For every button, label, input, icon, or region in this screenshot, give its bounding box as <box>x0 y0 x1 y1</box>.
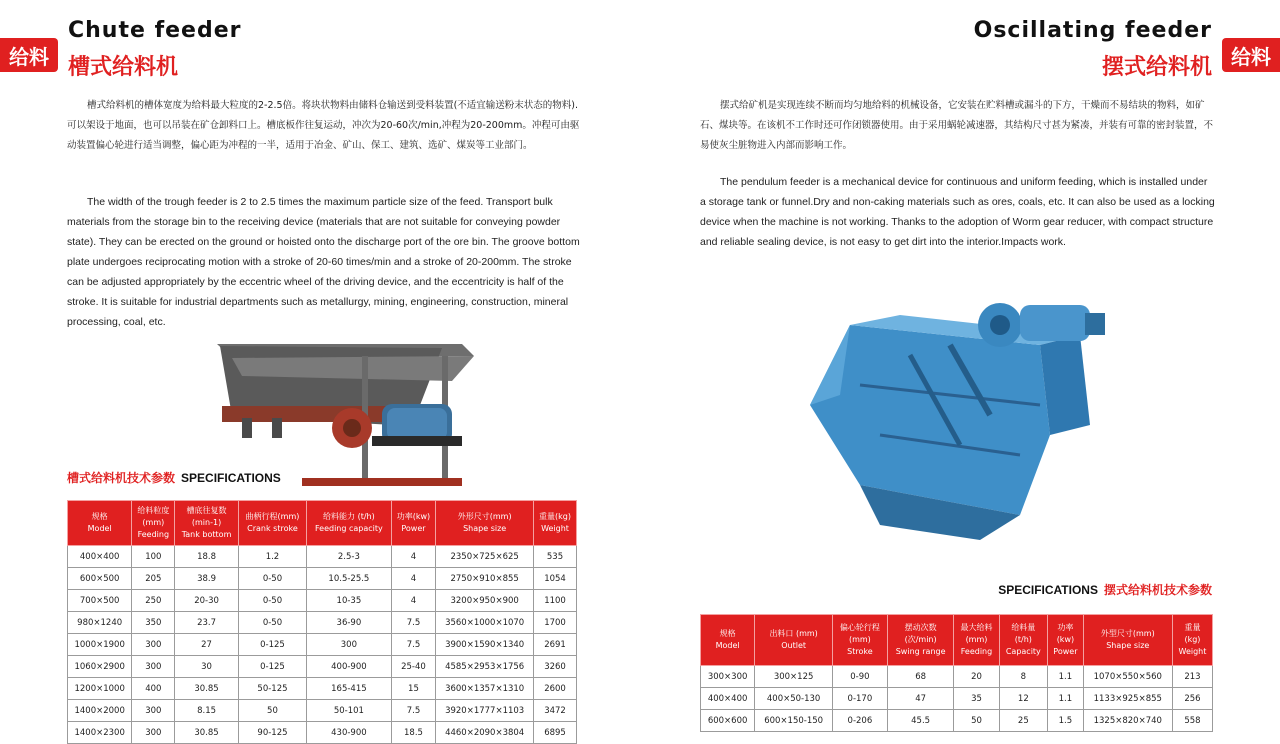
table-cell: 400×400 <box>68 546 132 568</box>
column-header <box>755 615 833 666</box>
table-cell: 3260 <box>534 656 577 678</box>
column-header-line: Weight <box>541 524 569 533</box>
table-cell: 300 <box>132 656 175 678</box>
table-cell: 30.85 <box>175 722 238 744</box>
table-cell: 535 <box>534 546 577 568</box>
column-header-line: 给料量 <box>1011 623 1036 632</box>
table-cell: 6895 <box>534 722 577 744</box>
table-cell: 1070×550×560 <box>1083 666 1172 688</box>
table-cell: 45.5 <box>887 710 954 732</box>
table-cell: 4585×2953×1756 <box>436 656 534 678</box>
table-cell: 300 <box>132 700 175 722</box>
table-cell: 7.5 <box>391 634 436 656</box>
table-cell: 50-125 <box>238 678 306 700</box>
column-header-line: Shape size <box>463 524 507 533</box>
table-cell: 300 <box>132 722 175 744</box>
table-row <box>68 634 577 656</box>
table-cell: 0-206 <box>833 710 888 732</box>
column-header-line: 给料粒度 <box>137 506 170 515</box>
column-header-line: 偏心轮行程 <box>839 623 880 632</box>
description-cn: 槽式给料机的槽体宽度为给料最大粒度的2-2.5倍。将块状物料由储料仓输送到受料装置(不适宜输送粉末状态的物料).可以架设于地面，也可以吊装在矿仓卸料口上。槽底板作往复运动，冲次为20-60次/min,冲程为20-200mm。冲程可由驱动装置偏心轮进行适当调整，偏心距为冲程的一半，适用于冶金、矿山、保工、建筑、选矿、煤炭等工业部门。 <box>67 100 580 151</box>
table-cell: 600×500 <box>68 568 132 590</box>
table-cell: 300 <box>132 634 175 656</box>
spec-heading-en: SPECIFICATIONS <box>181 470 281 485</box>
table-cell: 27 <box>175 634 238 656</box>
table-cell: 0-90 <box>833 666 888 688</box>
column-header <box>887 615 954 666</box>
page-title-cn: 摆式给料机 <box>1101 55 1212 80</box>
table-row <box>68 722 577 744</box>
column-header <box>534 501 577 546</box>
column-header <box>701 615 755 666</box>
column-header-line: Power <box>1053 647 1078 656</box>
category-tag: 给料 <box>0 38 58 72</box>
column-header <box>175 501 238 546</box>
column-header-line: Outlet <box>781 641 807 650</box>
category-tag: 给料 <box>1222 38 1280 72</box>
page-title-en: Oscillating feeder <box>973 18 1212 43</box>
table-cell: 0-125 <box>238 634 306 656</box>
table-cell: 0-50 <box>238 590 306 612</box>
left-page <box>0 0 640 740</box>
table-cell: 30 <box>175 656 238 678</box>
column-header-line: Capacity <box>1005 647 1041 656</box>
table-cell: 4 <box>391 568 436 590</box>
table-cell: 558 <box>1172 710 1212 732</box>
spec-heading-cn: 摆式给料机技术参数 <box>1103 583 1212 597</box>
column-header-line: 规格 <box>719 629 736 638</box>
oscillating-feeder-illustration <box>790 285 1130 545</box>
table-cell: 1000×1900 <box>68 634 132 656</box>
table-cell: 1133×925×855 <box>1083 688 1172 710</box>
column-header-line: Feeding <box>960 647 993 656</box>
table-cell: 256 <box>1172 688 1212 710</box>
column-header <box>391 501 436 546</box>
column-header-line: 给料能力 (t/h) <box>323 512 375 521</box>
column-header-line: Feeding capacity <box>315 524 383 533</box>
column-header <box>436 501 534 546</box>
chute-feeder-illustration <box>212 336 482 491</box>
table-cell: 1.1 <box>1048 666 1084 688</box>
column-header <box>1048 615 1084 666</box>
column-header-line: 曲柄行程(mm) <box>245 512 300 521</box>
table-cell: 400-900 <box>307 656 392 678</box>
table-cell: 2350×725×625 <box>436 546 534 568</box>
table-cell: 1200×1000 <box>68 678 132 700</box>
column-header <box>68 501 132 546</box>
table-cell: 600×600 <box>701 710 755 732</box>
spec-heading <box>67 469 281 486</box>
table-cell: 68 <box>887 666 954 688</box>
column-header-line: 功率 <box>1057 623 1074 632</box>
table-cell: 0-50 <box>238 568 306 590</box>
table-cell: 50-101 <box>307 700 392 722</box>
table-cell: 18.8 <box>175 546 238 568</box>
table-cell: 8 <box>999 666 1048 688</box>
table-cell: 1400×2000 <box>68 700 132 722</box>
description-en: The width of the trough feeder is 2 to 2.5 times the maximum particle size of the feed. Transport bulk materials from the storage bin to the receiving device (materials that are not suitable for conveying powder state). They can be erected on the ground or hoisted onto the discharge port of the ore bin. The groove bottom plate undergoes reciprocating motion with a stroke of 20-60 times/min and a stroke of 20-200mm. The stroke can be adjusted appropriately by the eccentric wheel of the driving device, and the eccentricity is half of the stroke. It is suitable for industrial departments such as metallurgy, mining, engineering, construction, mineral processing, coal, etc. <box>67 196 580 328</box>
table-cell: 20 <box>954 666 999 688</box>
table-cell: 2600 <box>534 678 577 700</box>
column-header-line: (mm) <box>142 518 165 527</box>
table-cell: 0-125 <box>238 656 306 678</box>
table-cell: 300×300 <box>701 666 755 688</box>
column-header-line: (次/min) <box>904 635 937 644</box>
table-row <box>68 612 577 634</box>
table-cell: 2750×910×855 <box>436 568 534 590</box>
column-header <box>238 501 306 546</box>
table-cell: 3560×1000×1070 <box>436 612 534 634</box>
column-header <box>833 615 888 666</box>
table-cell: 1700 <box>534 612 577 634</box>
column-header <box>954 615 999 666</box>
table-cell: 10-35 <box>307 590 392 612</box>
table-cell: 25 <box>999 710 1048 732</box>
column-header-line: Model <box>715 641 740 650</box>
table-cell: 250 <box>132 590 175 612</box>
table-cell: 38.9 <box>175 568 238 590</box>
table-cell: 1054 <box>534 568 577 590</box>
column-header-line: 外形尺寸(mm) <box>457 512 512 521</box>
table-cell: 25-40 <box>391 656 436 678</box>
table-cell: 1.2 <box>238 546 306 568</box>
table-cell: 3900×1590×1340 <box>436 634 534 656</box>
table-cell: 4 <box>391 590 436 612</box>
table-cell: 1060×2900 <box>68 656 132 678</box>
column-header-line: 重量 <box>1184 623 1201 632</box>
table-cell: 35 <box>954 688 999 710</box>
table-cell: 20-30 <box>175 590 238 612</box>
column-header <box>1083 615 1172 666</box>
column-header-line: (t/h) <box>1014 635 1032 644</box>
column-header-line: 功率(kw) <box>396 512 431 521</box>
table-cell: 15 <box>391 678 436 700</box>
column-header-line: Feeding <box>137 530 170 539</box>
column-header-line: (kg) <box>1184 635 1201 644</box>
table-cell: 7.5 <box>391 700 436 722</box>
table-cell: 50 <box>954 710 999 732</box>
table-row <box>68 590 577 612</box>
column-header-line: Weight <box>1178 647 1207 656</box>
table-cell: 36-90 <box>307 612 392 634</box>
spec-heading <box>998 581 1212 598</box>
table-row <box>701 710 1213 732</box>
column-header <box>999 615 1048 666</box>
table-row <box>68 546 577 568</box>
column-header <box>307 501 392 546</box>
column-header-line: Shape size <box>1106 641 1150 650</box>
table-cell: 1100 <box>534 590 577 612</box>
column-header-line: 槽底往复数 <box>186 506 227 515</box>
column-header-line: Tank bottom <box>181 530 232 539</box>
table-cell: 430-900 <box>307 722 392 744</box>
table-cell: 18.5 <box>391 722 436 744</box>
column-header-line: (kw) <box>1056 635 1075 644</box>
table-row <box>701 666 1213 688</box>
column-header-line: Model <box>87 524 112 533</box>
table-cell: 300 <box>307 634 392 656</box>
column-header-line: 外型尺寸(mm) <box>1100 629 1155 638</box>
table-cell: 2691 <box>534 634 577 656</box>
table-cell: 3472 <box>534 700 577 722</box>
table-cell: 4460×2090×3804 <box>436 722 534 744</box>
spec-heading-en: SPECIFICATIONS <box>998 582 1098 597</box>
page-title-en: Chute feeder <box>68 18 242 43</box>
spec-heading-cn: 槽式给料机技术参数 <box>67 471 176 485</box>
table-row <box>68 656 577 678</box>
column-header-line: Stroke <box>847 647 873 656</box>
table-row <box>701 688 1213 710</box>
table-cell: 205 <box>132 568 175 590</box>
table-cell: 165-415 <box>307 678 392 700</box>
column-header <box>132 501 175 546</box>
table-cell: 400 <box>132 678 175 700</box>
column-header-line: Crank stroke <box>247 524 298 533</box>
table-cell: 600×150-150 <box>755 710 833 732</box>
table-cell: 10.5-25.5 <box>307 568 392 590</box>
table-cell: 0-50 <box>238 612 306 634</box>
right-page <box>640 0 1280 740</box>
spec-table <box>700 614 1213 732</box>
column-header-line: (min-1) <box>191 518 222 527</box>
column-header-line: (mm) <box>965 635 988 644</box>
table-cell: 50 <box>238 700 306 722</box>
table-row <box>68 678 577 700</box>
column-header-line: 最大给料 <box>960 623 993 632</box>
column-header-line: Swing range <box>895 647 946 656</box>
table-cell: 3920×1777×1103 <box>436 700 534 722</box>
column-header-line: 重量(kg) <box>539 512 571 521</box>
table-cell: 1.1 <box>1048 688 1084 710</box>
table-row <box>68 568 577 590</box>
table-cell: 2.5-3 <box>307 546 392 568</box>
table-cell: 30.85 <box>175 678 238 700</box>
table-cell: 1400×2300 <box>68 722 132 744</box>
description-en: The pendulum feeder is a mechanical device for continuous and uniform feeding, which is installed under a storage tank or funnel.Dry and non-caking materials such as ores, coals, etc. It can also be used as a locking device when the machine is not working. Thanks to the adoption of Worm gear reducer, with compact structure and reliable sealing device, is not easy to get dirt into the interior.Impacts work. <box>700 176 1215 248</box>
column-header-line: 出料口 (mm) <box>769 629 818 638</box>
table-cell: 90-125 <box>238 722 306 744</box>
table-cell: 12 <box>999 688 1048 710</box>
table-cell: 700×500 <box>68 590 132 612</box>
table-row <box>68 700 577 722</box>
table-cell: 3600×1357×1310 <box>436 678 534 700</box>
table-cell: 47 <box>887 688 954 710</box>
table-cell: 0-170 <box>833 688 888 710</box>
column-header-line: 规格 <box>91 512 108 521</box>
table-cell: 1325×820×740 <box>1083 710 1172 732</box>
column-header-line: (mm) <box>848 635 871 644</box>
table-cell: 980×1240 <box>68 612 132 634</box>
table-cell: 8.15 <box>175 700 238 722</box>
table-cell: 400×400 <box>701 688 755 710</box>
table-cell: 350 <box>132 612 175 634</box>
table-cell: 7.5 <box>391 612 436 634</box>
table-cell: 300×125 <box>755 666 833 688</box>
table-cell: 100 <box>132 546 175 568</box>
description-cn: 摆式给矿机是实现连续不断而均匀地给料的机械设备，它安装在贮料槽或漏斗的下方，干燥而不易结块的物料，如矿石、煤块等。在该机不工作时还可作闭锁器使用。由于采用蜗轮减速器，其结构尺寸甚为紧凑，并装有可靠的密封装置，不易使灰尘脏物进入内部而影响工作。 <box>700 100 1214 151</box>
table-cell: 1.5 <box>1048 710 1084 732</box>
spec-table <box>67 500 577 744</box>
column-header-line: Power <box>401 524 426 533</box>
column-header <box>1172 615 1212 666</box>
column-header-line: 摆动次数 <box>904 623 937 632</box>
page-title-cn: 槽式给料机 <box>68 55 179 80</box>
table-cell: 3200×950×900 <box>436 590 534 612</box>
table-cell: 23.7 <box>175 612 238 634</box>
table-cell: 213 <box>1172 666 1212 688</box>
table-cell: 4 <box>391 546 436 568</box>
table-cell: 400×50-130 <box>755 688 833 710</box>
